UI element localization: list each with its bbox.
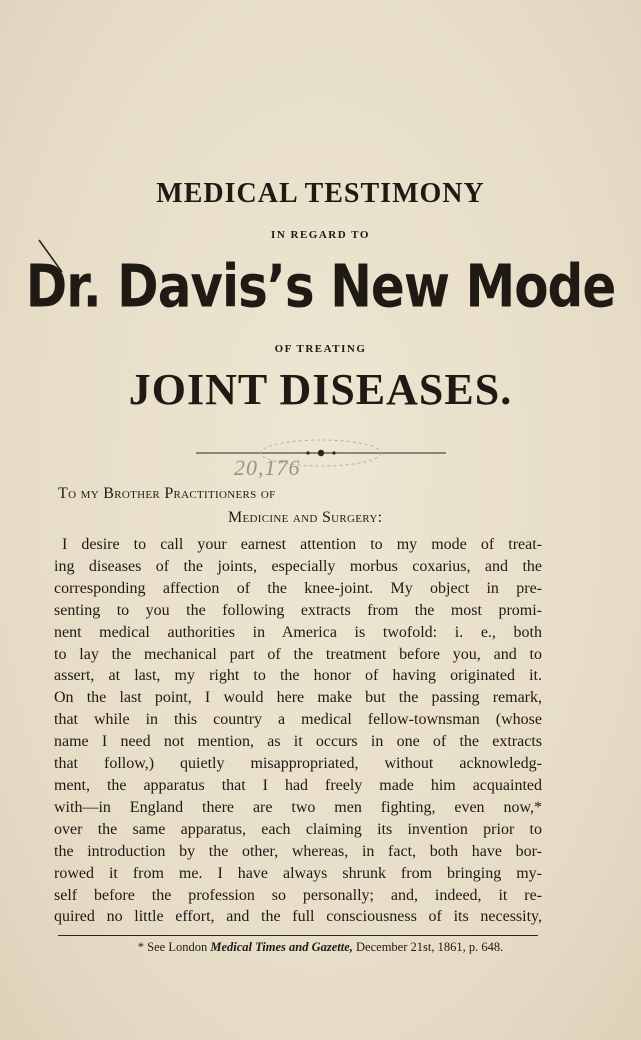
body-line: with—in England there are two men fighting, even now,* [54,798,542,816]
salutation-line-1: To my Brother Practitioners of [58,485,276,502]
body-line: nent medical authorities in America is twofold: i. e., both [54,623,542,641]
body-line: that while in this country a medical fellow-townsman (whose [54,711,542,729]
heading-dr-davis-new-mode: Dr. Davis’s New Mode [25,252,616,321]
footnote-rule [58,935,538,936]
body-paragraph [54,534,542,928]
body-line: senting to you the following extracts from the most promi- [54,601,542,619]
body-line: to lay the mechanical part of the treatment before you, and to [54,645,542,663]
body-line: I desire to call your earnest attention to my mode of treat- [62,536,542,553]
body-line: assert, at last, my right to the honor of having originated it. [54,667,542,685]
heading-medical-testimony: MEDICAL TESTIMONY [156,178,485,209]
heading-joint-diseases: JOINT DISEASES. [128,365,513,414]
body-line: corresponding affection of the knee-joint. My object in pre- [54,579,542,597]
body-line: On the last point, I would here make but the passing remark, [54,689,542,707]
body-line: quired no little effort, and the full consciousness of its necessity, [54,908,542,926]
library-stamp-number: 20,176 [234,455,301,480]
heading-of-treating: OF TREATING [274,343,367,355]
footnote-prefix: * See London [137,940,211,954]
footnote-suffix: December 21st, 1861, p. 648. [352,940,504,954]
heading-in-regard-to: IN REGARD TO [271,229,370,241]
body-line: self before the profession so personally; and, indeed, it re- [54,886,542,904]
body-line: that follow,) quietly misappropriated, without acknowledg- [54,755,542,773]
salutation-line-2: Medicine and Surgery: [228,509,383,526]
body-line: ment, the apparatus that I had freely made him acquainted [54,776,542,794]
pen-stroke-mark [36,238,66,278]
body-line: ing diseases of the joints, especially morbus coxarius, and the [54,557,542,575]
body-line: rowed it from me. I have always shrunk from bringing my- [54,864,542,882]
footnote-journal: Medical Times and Gazette, [210,940,353,954]
body-line: the introduction by the other, whereas, in fact, both have bor- [54,842,542,860]
footnote [0,940,641,955]
body-line: over the same apparatus, each claiming its invention prior to [54,820,542,838]
body-line: name I need not mention, as it occurs in one of the extracts [54,733,542,751]
